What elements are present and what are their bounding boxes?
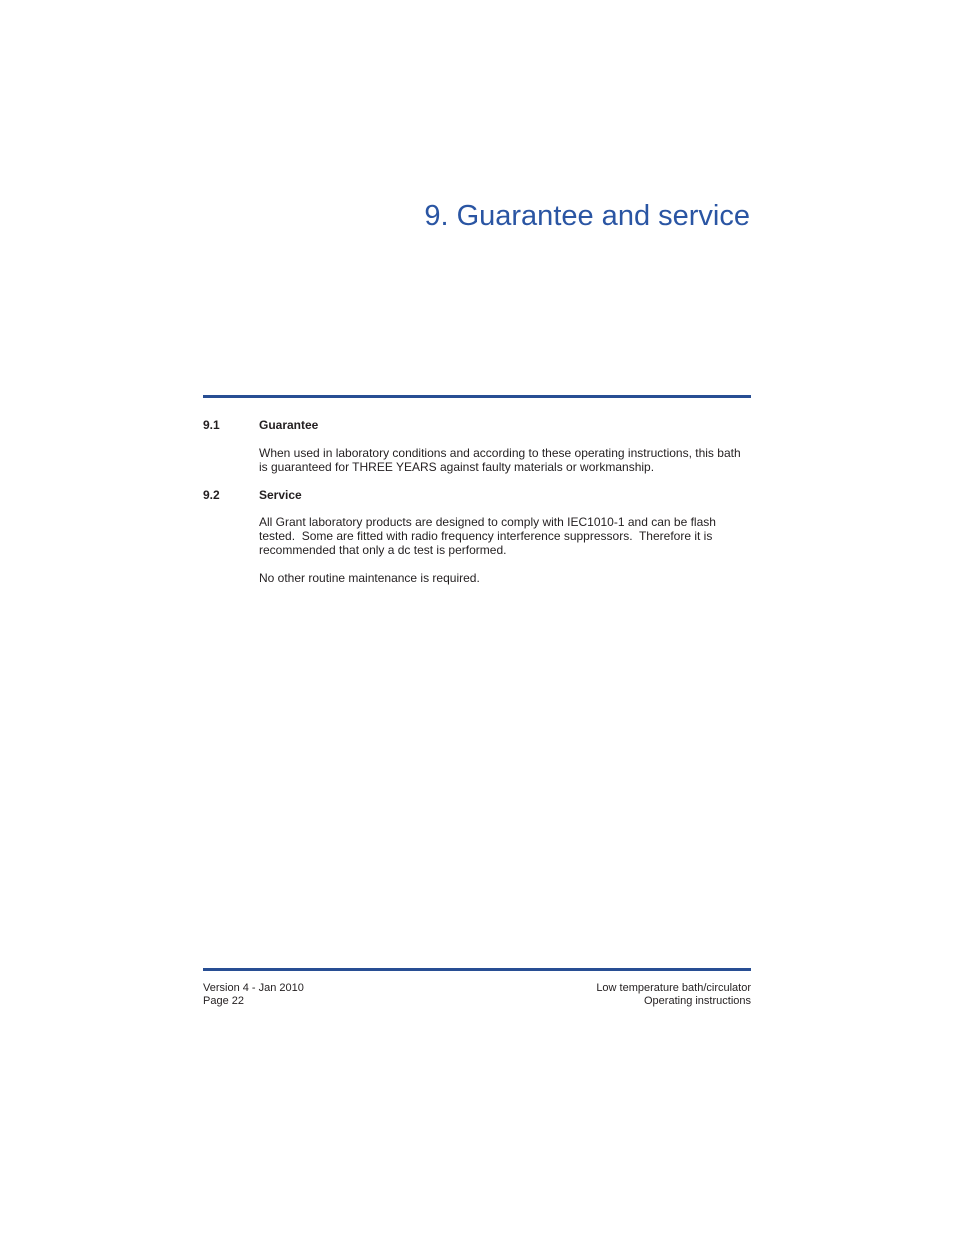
footer-page-number: Page 22 — [203, 995, 244, 1007]
footer-divider — [203, 968, 751, 971]
section-title-service: Service — [259, 488, 302, 502]
guarantee-paragraph: When used in laboratory conditions and according to these operating instructions, this bath is guaranteed for THREE YEARS against faulty materials or workmanship. — [259, 446, 741, 474]
service-paragraph-1: All Grant laboratory products are designed to comply with IEC1010-1 and can be flash tested. Some are fitted with radio frequency interference suppressors. Therefore it is recommended that only a dc test is performed. — [259, 515, 720, 557]
header-divider — [203, 395, 751, 398]
footer-left — [203, 982, 304, 1008]
section-number-service: 9.2 — [203, 488, 220, 502]
footer-right — [596, 982, 751, 1008]
chapter-title: 9. Guarantee and service — [424, 200, 750, 232]
section-title-guarantee: Guarantee — [259, 418, 319, 432]
footer-version: Version 4 - Jan 2010 — [203, 982, 304, 994]
footer-product: Low temperature bath/circulator — [596, 982, 751, 994]
section-number-guarantee: 9.1 — [203, 418, 220, 432]
service-paragraph-2: No other routine maintenance is required. — [259, 571, 480, 585]
footer-doc-type: Operating instructions — [644, 995, 751, 1007]
